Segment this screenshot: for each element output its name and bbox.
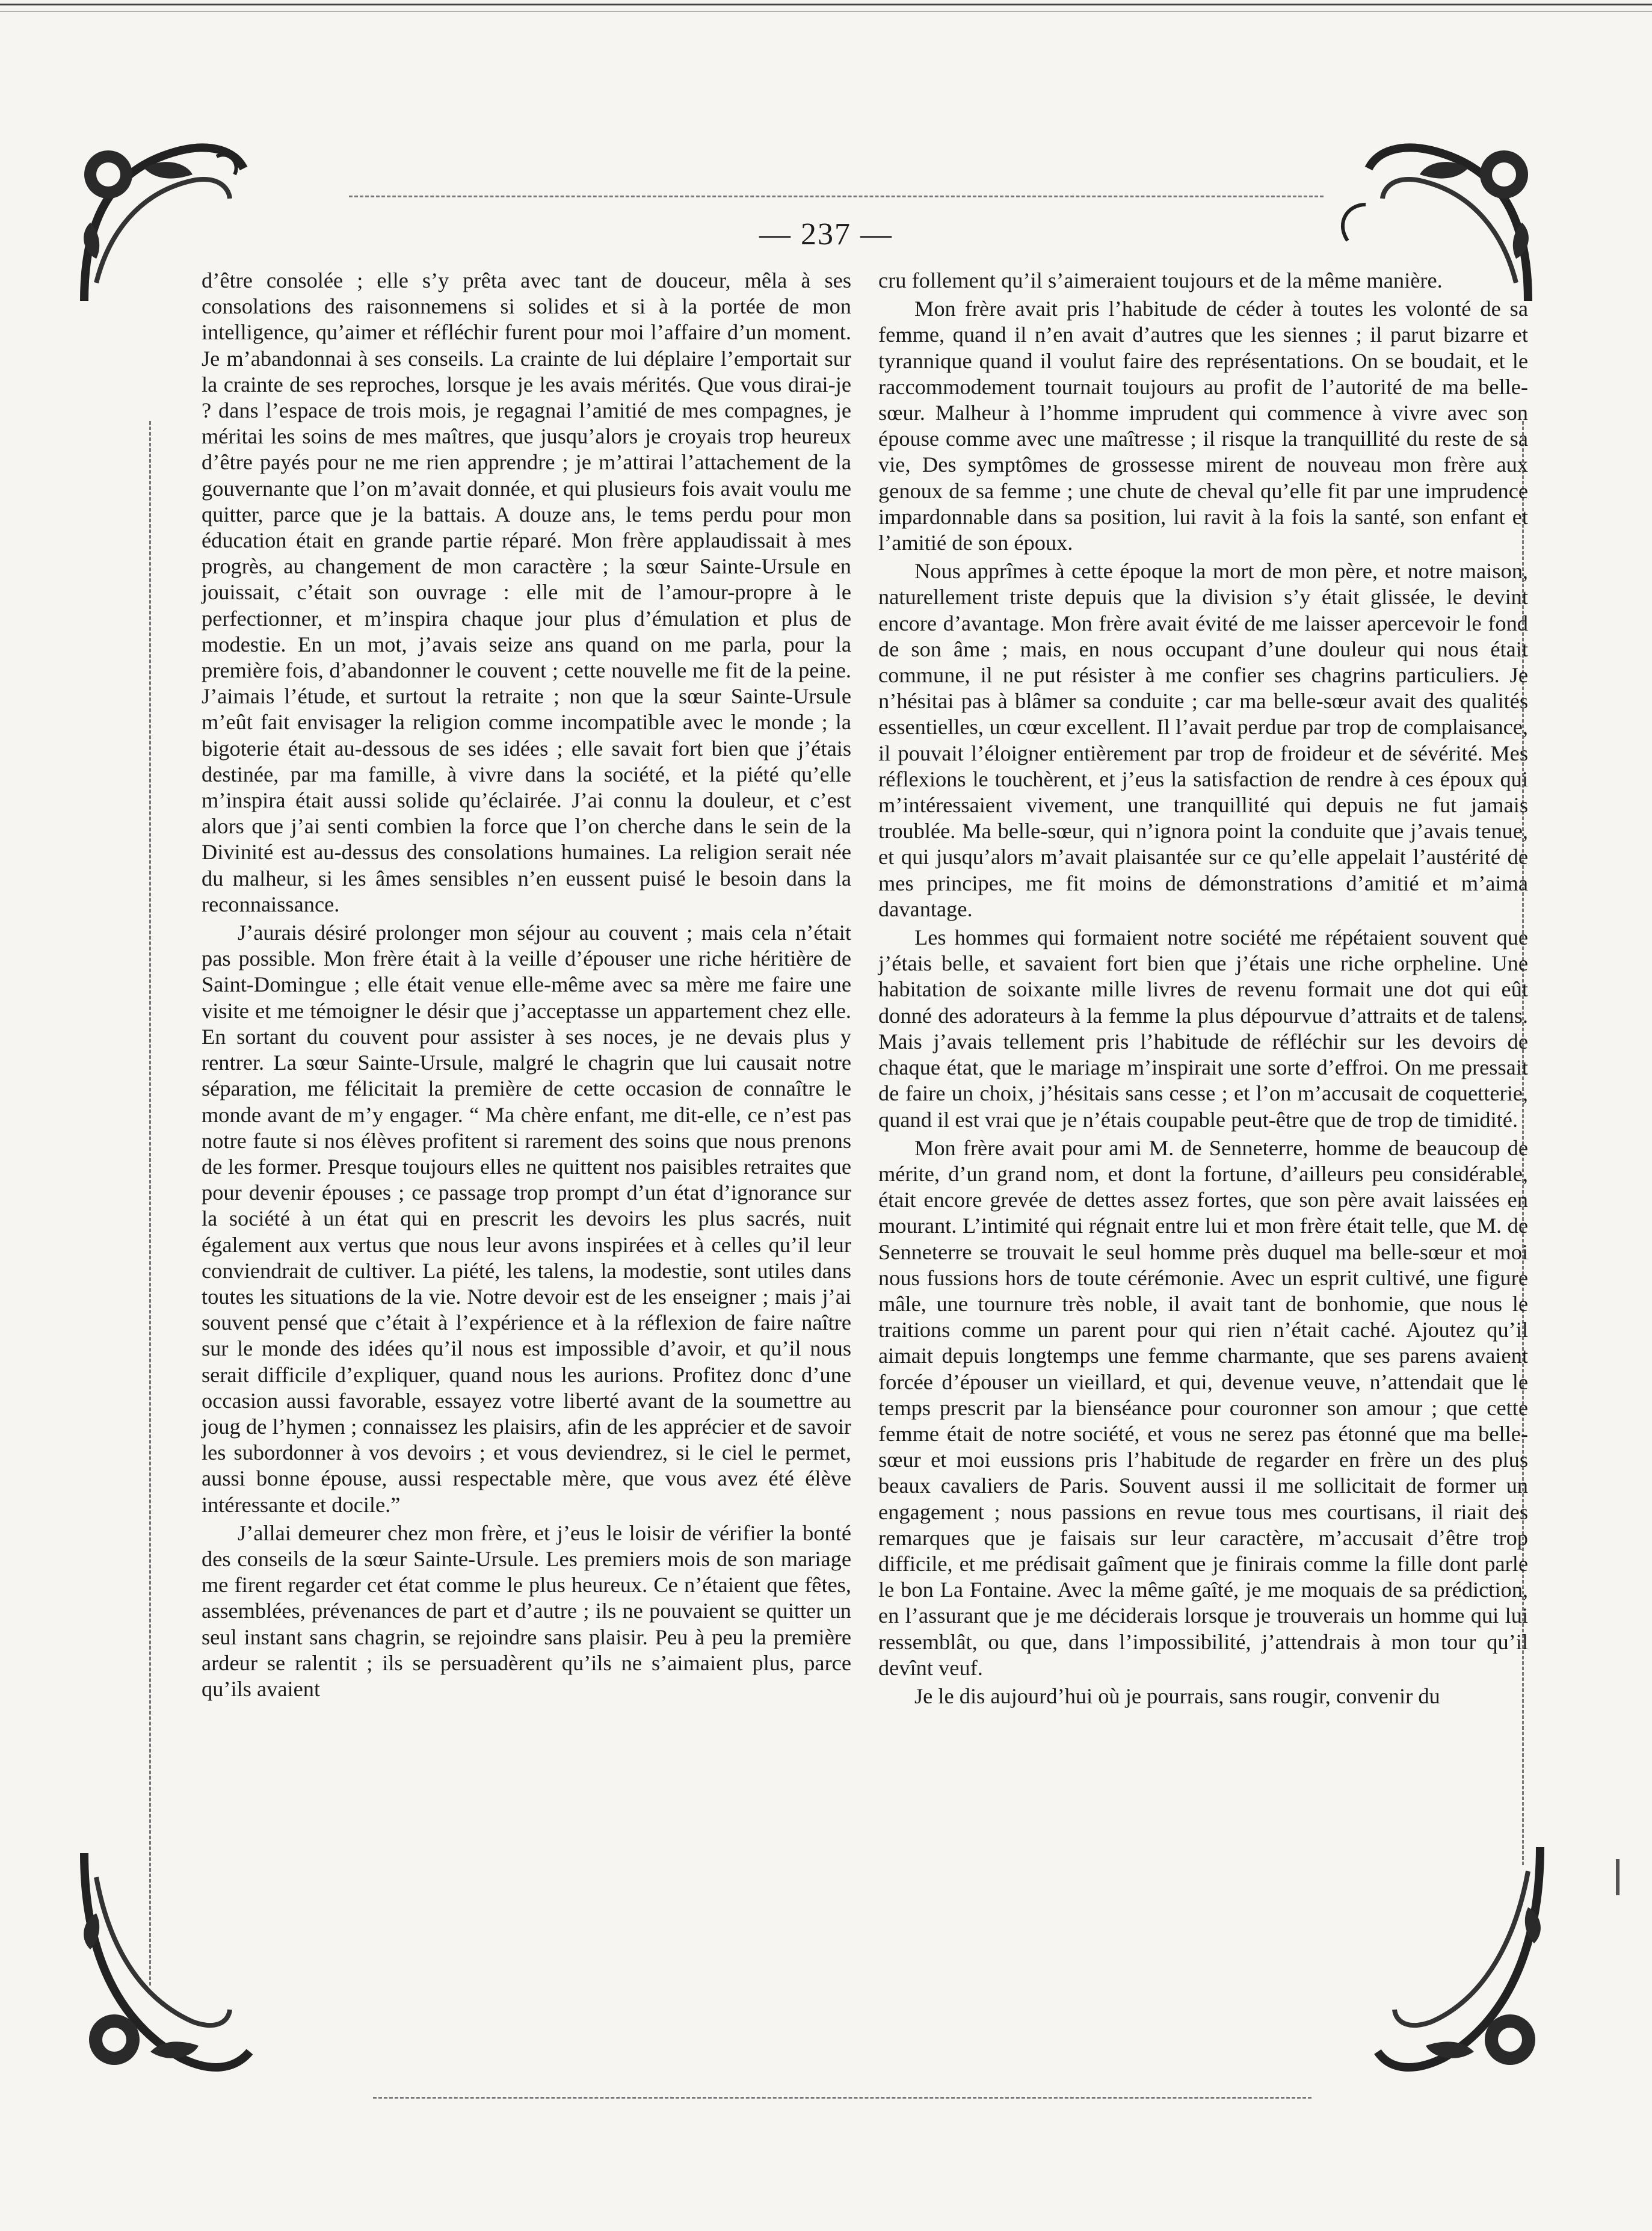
top-border-rule <box>0 4 1652 12</box>
frame-bottom-dashed-rule <box>373 2097 1311 2099</box>
margin-mark <box>1616 1859 1620 1895</box>
frame-top-dashed-rule <box>349 196 1324 197</box>
page-number: — 237 — <box>759 217 893 251</box>
paragraph: Les hommes qui formaient notre société me répétaient souvent que j’étais belle, et savaient fort bien que j’étais une riche orpheline. Une habitation de soixante mille livres de revenu formait une dot qui eût donné des adorateurs à la femme la plus dépourvue d’attraits et de talens. Mais j’avais tellement pris l’habitude de réfléchir sur les devoirs de chaque état, que le mariage m’inspirait une sorte d’effroi. On me pressait de faire un choix, j’hésitais sans cesse ; et l’on m’accusait de coquetterie, quand il est vrai que je n’étais coupable peut-être que de trop de timidité. <box>878 925 1528 1132</box>
paragraph: Nous apprîmes à cette époque la mort de mon père, et notre maison, naturellement triste depuis que la division s’y était glissée, le devint encore d’avantage. Mon frère avait évité de me laisser apercevoir le fond de son âme ; mais, en nous occupant d’une douleur qui nous était commune, il ne put résister à me confier ses chagrins particuliers. Je n’hésitai pas à blâmer sa conduite ; car ma belle-sœur avait des qualités essentielles, un cœur excellent. Il l’avait perdue par trop de complaisance, il pouvait l’éloigner entièrement par trop de froideur et de sévérité. Mes réflexions le touchèrent, et j’eus la satisfaction de rendre à ces époux qui m’intéressaient vivement, une tranquillité qui depuis ne fut jamais troublée. Ma belle-sœur, qui n’ignora point la conduite que j’avais tenue, et qui jusqu’alors m’avait plaisantée sur ce qu’elle appelait l’austérité de mes principes, me fit moins de démonstrations d’amitié et m’aima davantage. <box>878 559 1528 921</box>
paragraph: Mon frère avait pris l’habitude de céder à toutes les volonté de sa femme, quand il n’en avait d’autres que les siennes ; il parut bizarre et tyrannique quand il voulut faire des représentations. On se boudait, et le raccommodement tournait toujours au profit de l’autorité de ma belle-sœur. Malheur à l’homme imprudent qui commence à vivre avec son épouse comme avec une maîtresse ; il risque la tranquillité du reste de sa vie, Des symptômes de grossesse mirent de nouveau mon frère aux genoux de sa femme ; une chute de cheval qu’elle fit par une imprudence impardonnable dans sa position, lui ravit à la fois la santé, son enfant et l’amitié de son époux. <box>878 297 1528 555</box>
bottom-right-ornament-icon <box>1372 1835 1552 2082</box>
left-text-column <box>202 268 851 1702</box>
paragraph: J’aurais désiré prolonger mon séjour au couvent ; mais cela n’était pas possible. Mon frère était à la veille d’épouser une riche héritière de Saint-Domingue ; elle était venue elle-même avec sa mère me faire une visite et me témoigner le désir que j’acceptasse un appartement chez elle. En sortant du couvent pour assister à ses noces, je ne devais plus y rentrer. La sœur Sainte-Ursule, malgré le chagrin que lui causait notre séparation, me félicitait la première de cette occasion de connaître le monde avant de m’y engager. “ Ma chère enfant, me dit-elle, ce n’est pas notre faute si nos élèves profitent si rarement des soins que nous prenons de les former. Presque toujours elles ne quittent nos paisibles retraites que pour devenir épouses ; ce passage trop prompt d’un état d’ignorance sur la société à un état qui en prescrit les devoirs les plus sacrés, nuit également aux vertus que nous leur avons inspirées et à celles qu’il leur conviendrait de cultiver. La piété, les talens, la modestie, sont utiles dans toutes les situations de la vie. Notre devoir est de les enseigner ; mais j’ai souvent pensé que c’était à l’expérience et à la réflexion de faire naître sur le monde des idées qu’il nous est impossible d’avoir, et qu’il nous serait difficile d’expliquer, quand nous les aurions. Profitez donc d’une occasion aussi favorable, essayez votre liberté avant de la soumettre au joug de l’hymen ; connaissez les plaisirs, afin de les apprécier et de savoir les subordonner à vos devoirs ; et vous deviendrez, si le ciel le permet, aussi bonne épouse, aussi respectable mère, que vous avez été élève intéressante et docile.” <box>202 921 851 1517</box>
frame-left-dashed-rule <box>149 421 151 1986</box>
paragraph: d’être consolée ; elle s’y prêta avec tant de douceur, mêla à ses consolations des raisonnemens si solides et si à la portée de mon intelligence, qu’aimer et réfléchir furent pour moi l’affaire d’un moment. Je m’abandonnai à ses conseils. La crainte de lui déplaire l’emportait sur la crainte de ses reproches, lorsque je les avais mérités. Que vous dirai-je ? dans l’espace de trois mois, je regagnai l’amitié de mes compagnes, je méritai les soins de mes maîtres, que jusqu’alors je croyais trop heureux d’être payés pour ne me rien apprendre ; je m’attirai l’attachement de la gouvernante que l’on m’avait donnée, et qui plusieurs fois avait voulu me quitter, parce que je la battais. A douze ans, le tems perdu pour mon éducation était en grande partie réparé. Mon frère applaudissait à mes progrès, au changement de mon caractère ; la sœur Sainte-Ursule en jouissait, c’était son ouvrage : elle mit de l’amour-propre à le perfectionner, et m’inspira chaque jour plus d’émulation et plus de modestie. En un mot, j’avais seize ans quand on me parla, pour la première fois, d’abandonner le couvent ; cette nouvelle me fit de la peine. J’aimais l’étude, et surtout la retraite ; non que la sœur Sainte-Ursule m’eût fait envisager la religion comme incompatible avec le monde ; la bigoterie était au-dessous de ses idées ; elle savait fort bien que j’étais destinée, par ma famille, à vivre dans la société, et la piété qu’elle m’inspira était aussi solide qu’éclairée. J’ai connu la douleur, et c’est alors que j’ai senti combien la force que l’on cherche dans le sein de la Divinité est au-dessus des consolations humaines. La religion serait née du malheur, si les âmes sensibles n’en eussent puisé le besoin dans la reconnaissance. <box>202 268 851 916</box>
paragraph: cru follement qu’il s’aimeraient toujours et de la même manière. <box>878 268 1443 292</box>
paragraph: Mon frère avait pour ami M. de Senneterre, homme de beaucoup de mérite, d’un grand nom, et dont la fortune, d’ailleurs peu considérable, était encore grevée de dettes assez fortes, que son père avait laissées en mourant. L’intimité qui régnait entre lui et mon frère était telle, que M. de Senneterre se trouvait le seul homme près duquel ma belle-sœur et moi nous fussions hors de toute cérémonie. Avec un esprit cultivé, une figure mâle, une tournure très noble, il avait tant de bonhomie, que nous le traitions comme un parent pour qui rien n’était caché. Ajoutez qu’il aimait depuis longtemps une femme charmante, que ses parens avaient forcée d’épouser un vieillard, et qui, devenue veuve, n’attendait que le temps prescrit par la bienséance pour couronner son amour ; que cette femme était de notre société, et vous ne serez pas étonné que ma belle-sœur et moi eussions pris l’habitude de regarder en frère un des plus beaux cavaliers de Paris. Souvent aussi il me sollicitait de former un engagement ; nous passions en revue tous mes courtisans, il riait des remarques que je faisais sur leur caractère, m’accusait d’être trop difficile, et me prédisait gaîment que je finirais comme la fille dont parle le bon La Fontaine. Avec la même gaîté, je me moquais de sa prédiction, en l’assurant que je me déciderais lorsque je trouverais un homme qui lui ressemblât, ou que, dans l’impossibilité, j’attendrais à mon tour qu’il devînt veuf. <box>878 1135 1528 1680</box>
paragraph: J’allai demeurer chez mon frère, et j’eus le loisir de vérifier la bonté des conseils de la sœur Sainte-Ursule. Les premiers mois de son mariage me firent regarder cet état comme le plus heureux. Ce n’étaient que fêtes, assemblées, prévenances de part et d’autre ; ils ne pouvaient se quitter un seul instant sans chagrin, se rejoindre sans plaisir. Peu à peu la première ardeur se ralentit ; ils se persuadèrent qu’ils ne s’aimaient plus, parce qu’ils avaient <box>202 1520 851 1701</box>
right-text-column <box>878 268 1528 1709</box>
bottom-left-ornament-icon <box>72 1841 265 2082</box>
paragraph: Je le dis aujourd’hui où je pourrais, sans rougir, convenir du <box>914 1683 1440 1708</box>
